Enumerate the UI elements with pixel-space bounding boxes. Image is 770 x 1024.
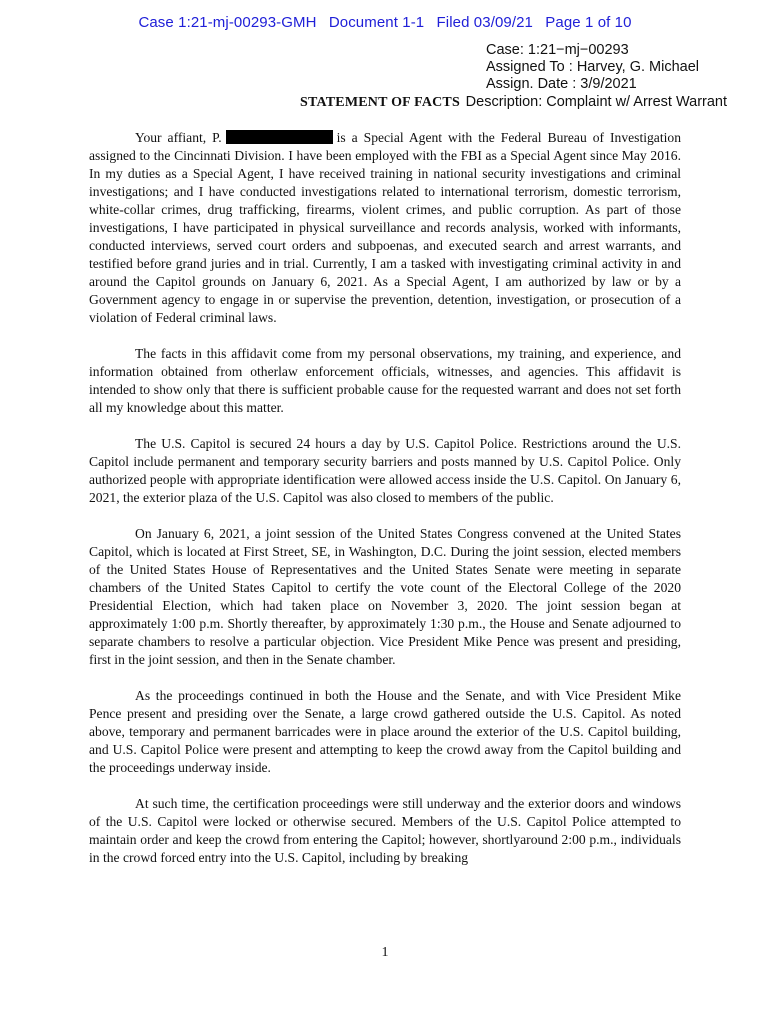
filed-date: Filed 03/09/21 [436, 14, 533, 31]
p1-start: Your affiant, P. [135, 130, 222, 145]
document-number: Document 1-1 [328, 14, 425, 31]
redaction-bar [226, 130, 333, 144]
paragraph-1 [89, 129, 681, 327]
paragraph-5: As the proceedings continued in both the House and the Senate, and with Vice President Mike Pence present and presiding over the Senate, a large crowd gathered outside the U.S. Capitol. As noted above, temporary and permanent barricades were in place around the exterior of the U.S. Capitol building, and U.S. Capitol Police were present and attempting to keep the crowd away from the Capitol building and the proceedings underway inside. [89, 688, 681, 775]
title-text: STATEMENT OF FACTS [300, 95, 460, 110]
page-indicator: Page 1 of 10 [545, 14, 632, 31]
paragraph-6: At such time, the certification proceedings were still underway and the exterior doors and windows of the U.S. Capitol were locked or otherwise secured. Members of the U.S. Capitol Police attempted to maintain order and keep the crowd from entering the Capitol; however, shortlyaround 2:00 p.m., individuals in the crowd forced entry into the U.S. Capitol, including by breaking [89, 796, 681, 865]
case-number: Case 1:21-mj-00293-GMH [138, 14, 317, 31]
stamp-case: Case: 1:21−mj−00293 [486, 42, 629, 58]
paragraph-2: The facts in this affidavit come from my personal observations, my training, and experience, and information obtained from otherlaw enforcement officials, witnesses, and agencies. This affidavit is intended to show only that there is sufficient probable cause for the requested warrant and does not set forth all my knowledge about this matter. [89, 346, 681, 415]
paragraph-4: On January 6, 2021, a joint session of the United States Congress convened at the United States Capitol, which is located at First Street, SE, in Washington, D.C. During the joint session, elected members of the United States House of Representatives and the United States Senate were meeting in separate chambers of the United States Capitol to certify the vote count of the Electoral College of the 2020 Presidential Election, which had taken place on November 3, 2020. The joint session began at approximately 1:00 p.m. Shortly thereafter, by approximately 1:30 p.m., the House and Senate adjourned to separate chambers to resolve a particular objection. Vice President Mike Pence was present and presiding, first in the joint session, and then in the Senate chamber. [89, 526, 681, 667]
body-text [89, 129, 681, 867]
stamp-description: Description: Complaint w/ Arrest Warrant [465, 94, 728, 110]
clerk-stamp [486, 42, 699, 93]
filing-header [0, 14, 770, 31]
paragraph-3: The U.S. Capitol is secured 24 hours a day by U.S. Capitol Police. Restrictions around the U.S. Capitol include permanent and temporary security barriers and posts manned by U.S. Capitol Police. Only authorized people with appropriate identification were allowed access inside the U.S. Capitol. On January 6, 2021, the exterior plaza of the U.S. Capitol was also closed to members of the public. [89, 436, 681, 505]
page-number: 1 [381, 945, 389, 960]
stamp-date: Assign. Date : 3/9/2021 [486, 76, 637, 92]
p1-rest: is a Special Agent with the Federal Bureau of Investigation assigned to the Cincinnati Division. I have been employed with the FBI as a Special Agent since May 2016. In my duties as a Special Agent, I have received training in national security investigations and criminal investigations; and I have conducted investigations related to international terrorism, domestic terrorism, white-collar crimes, drug trafficking, firearms, violent crimes, and public corruption. As part of those investigations, I have participated in physical surveillance and records analysis, worked with informants, conducted interviews, served court orders and subpoenas, and executed search and arrest warrants, and testified before grand juries and in trial. Currently, I am a tasked with investigating criminal activity in and around the Capitol grounds on January 6, 2021. As a Special Agent, I am authorized by law or by a Government agency to engage in or supervise the prevention, detention, investigation, or prosecution of a violation of Federal criminal laws. [89, 130, 681, 325]
document-title [300, 94, 727, 111]
stamp-assigned: Assigned To : Harvey, G. Michael [486, 59, 700, 75]
